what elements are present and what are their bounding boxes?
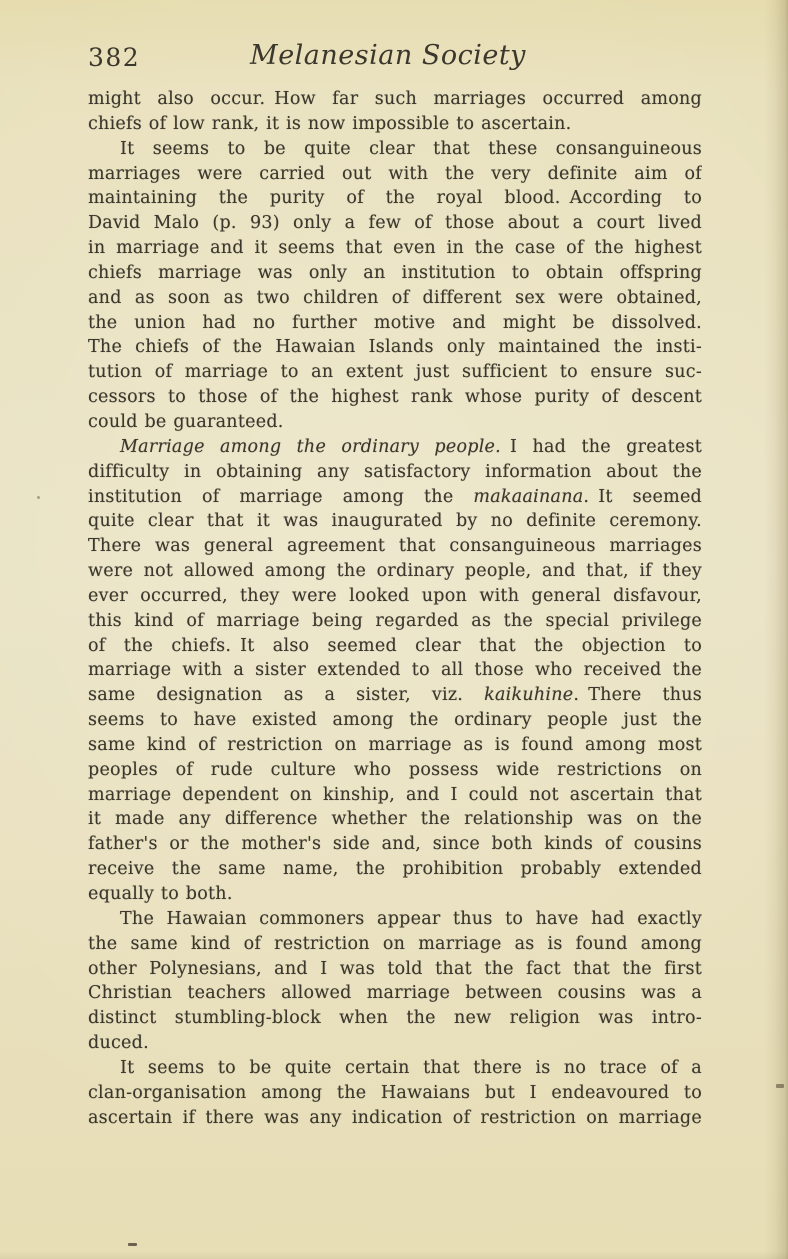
text-line: It seems to be quite certain that there is no trace of a xyxy=(120,1057,702,1078)
text-line: ascertain if there was any indication of restriction on marriage xyxy=(88,1107,702,1128)
text-line: same kind of restriction on marriage as is found among most xyxy=(88,734,702,755)
text-line: chiefs of low rank, it is now impossible to ascertain. xyxy=(88,113,572,134)
text-line: marriage dependent on kinship, and I could not ascertain that xyxy=(88,784,702,805)
text-line: ever occurred, they were looked upon with general disfavour, xyxy=(88,585,702,606)
text-line: and as soon as two children of different sex were obtained, xyxy=(88,287,702,308)
page-edge-shading xyxy=(764,0,788,1259)
text-line: seems to have existed among the ordinary people just the xyxy=(88,710,702,731)
text-line: other Polynesians, and I was told that the fact that the first xyxy=(88,958,702,979)
text-line: maintaining the purity of the royal blood. According to xyxy=(88,188,702,209)
text-line: it made any difference whether the relationship was on the xyxy=(88,809,702,830)
text-line: in marriage and it seems that even in the case of the highest xyxy=(88,238,702,259)
text-line: difficulty in obtaining any satisfactory information about the xyxy=(88,461,702,482)
text-line: Christian teachers allowed marriage between cousins was a xyxy=(88,983,702,1004)
text-line: The chiefs of the Hawaian Islands only maintained the insti- xyxy=(88,337,702,358)
text-line: It seems to be quite clear that these consanguineous xyxy=(120,138,702,159)
text-line: father's or the mother's side and, since both kinds of cousins xyxy=(88,834,702,855)
text-line: Marriage among the ordinary people. I had the greatest xyxy=(120,436,702,457)
text-line: this kind of marriage being regarded as the special privilege xyxy=(88,610,702,631)
text-line: the union had no further motive and might be dissolved. xyxy=(88,312,702,333)
text-line: of the chiefs. It also seemed clear that the objection to xyxy=(88,635,702,656)
text-line: peoples of rude culture who possess wide restrictions on xyxy=(88,759,702,780)
ink-speck xyxy=(776,1084,784,1088)
ink-speck xyxy=(37,496,40,499)
text-line: The Hawaian commoners appear thus to have had exactly xyxy=(120,908,702,929)
text-line: equally to both. xyxy=(88,884,233,904)
text-line: distinct stumbling-block when the new religion was intro- xyxy=(88,1008,702,1029)
ink-speck xyxy=(128,1243,137,1246)
text-line: were not allowed among the ordinary people, and that, if they xyxy=(88,561,702,582)
text-line: marriages were carried out with the very definite aim of xyxy=(88,163,702,184)
text-line: marriage with a sister extended to all those who received the xyxy=(88,660,702,681)
text-line: quite clear that it was inaugurated by no definite ceremony. xyxy=(88,511,702,532)
page-edge-shading xyxy=(0,1251,788,1259)
text-line: the same kind of restriction on marriage as is found among xyxy=(88,933,702,954)
page-number: 382 xyxy=(88,43,141,72)
text-line: tution of marriage to an extent just sufficient to ensure suc- xyxy=(88,362,702,383)
text-line: same designation as a sister, viz. kaikuhine. There thus xyxy=(88,685,702,706)
page-body xyxy=(88,87,702,1130)
text-line: could be guaranteed. xyxy=(88,411,284,432)
text-line: chiefs marriage was only an institution to obtain offspring xyxy=(88,262,702,283)
text-line: There was general agreement that consanguineous marriages xyxy=(88,536,702,557)
text-line: duced. xyxy=(88,1033,149,1054)
running-title: Melanesian Society xyxy=(250,40,526,71)
text-line: cessors to those of the highest rank whose purity of descent xyxy=(88,387,702,408)
text-line: clan-organisation among the Hawaians but I endeavoured to xyxy=(88,1082,702,1103)
text-line: might also occur. How far such marriages occurred among xyxy=(88,89,702,109)
page-header xyxy=(88,40,702,78)
text-line: David Malo (p. 93) only a few of those about a court lived xyxy=(88,213,702,234)
text-line: institution of marriage among the makaainana. It seemed xyxy=(88,486,702,507)
text-line: receive the same name, the prohibition probably extended xyxy=(88,859,702,880)
